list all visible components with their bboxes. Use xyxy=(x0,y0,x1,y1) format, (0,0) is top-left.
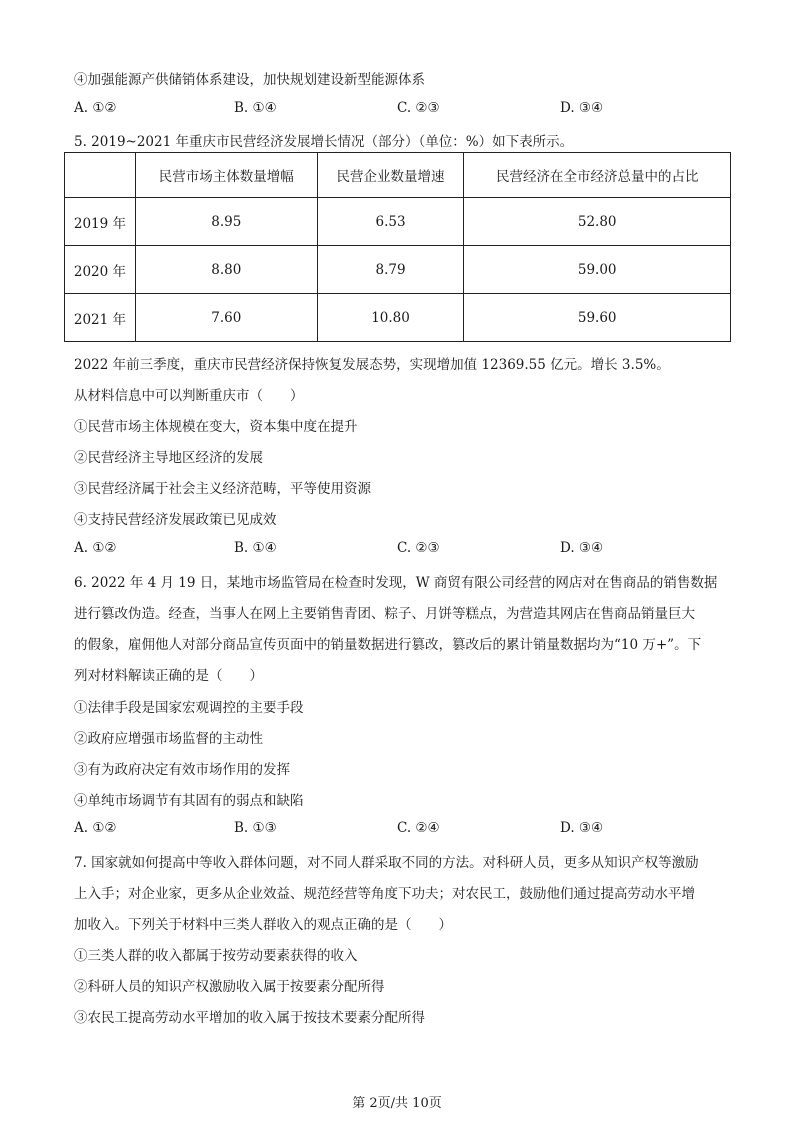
table-row xyxy=(65,246,731,294)
q7-item-1: ①三类人群的收入都属于按劳动要素获得的收入 xyxy=(74,948,358,964)
q6-item-1: ①法律手段是国家宏观调控的主要手段 xyxy=(74,700,304,716)
table-row xyxy=(65,198,731,246)
page-footer: 第 2页/共 10页 xyxy=(352,1096,442,1111)
q4-options xyxy=(74,100,734,120)
table-header-cell: 民营经济在全市经济总量中的占比 xyxy=(464,153,731,198)
table-header-row xyxy=(65,153,731,198)
table-cell: 7.60 xyxy=(135,294,317,342)
table-header-cell xyxy=(65,153,136,198)
table-cell: 52.80 xyxy=(464,198,731,246)
table-cell: 8.79 xyxy=(317,246,464,294)
q6-option-a[interactable]: A. ①② xyxy=(74,820,117,836)
q5-data-table xyxy=(64,152,731,342)
table-cell: 10.80 xyxy=(317,294,464,342)
table-header-cell: 民营市场主体数量增幅 xyxy=(135,153,317,198)
table-header-cell: 民营企业数量增速 xyxy=(317,153,464,198)
table-cell: 8.80 xyxy=(135,246,317,294)
table-row xyxy=(65,294,731,342)
q5-note: 2022 年前三季度，重庆市民营经济保持恢复发展态势，实现增加值 12369.55 亿元。增长 3.5%。 xyxy=(74,357,670,373)
q4-option-a[interactable]: A. ①② xyxy=(74,100,117,116)
q4-item-4: ④加强能源产供储销体系建设，加快规划建设新型能源体系 xyxy=(74,72,425,88)
q6-item-4: ④单纯市场调节有其固有的弱点和缺陷 xyxy=(74,793,304,809)
q5-stem: 5. 2019~2021 年重庆市民营经济发展增长情况（部分）（单位：%）如下表所示。 xyxy=(74,134,574,150)
q5-options xyxy=(74,540,734,560)
q5-item-1: ①民营市场主体规模在变大，资本集中度在提升 xyxy=(74,419,358,435)
q7-stem-line-1: 7. 国家就如何提高中等收入群体问题，对不同人群采取不同的方法。对科研人员，更多从知识产权等激励 xyxy=(74,855,699,871)
q5-item-4: ④支持民营经济发展政策已见成效 xyxy=(74,512,277,528)
q4-option-d[interactable]: D. ③④ xyxy=(560,100,604,116)
table-cell: 59.00 xyxy=(464,246,731,294)
table-cell: 6.53 xyxy=(317,198,464,246)
q7-item-3: ③农民工提高劳动水平增加的收入属于按技术要素分配所得 xyxy=(74,1010,425,1026)
table-cell: 59.60 xyxy=(464,294,731,342)
q5-item-3: ③民营经济属于社会主义经济范畴，平等使用资源 xyxy=(74,481,371,497)
q7-stem-line-3: 加收入。下列关于材料中三类人群收入的观点正确的是（ ） xyxy=(74,917,452,933)
q6-item-2: ②政府应增强市场监督的主动性 xyxy=(74,731,263,747)
q5-option-d[interactable]: D. ③④ xyxy=(560,540,604,556)
q5-question: 从材料信息中可以判断重庆市（ ） xyxy=(74,388,304,404)
q5-option-a[interactable]: A. ①② xyxy=(74,540,117,556)
table-cell: 8.95 xyxy=(135,198,317,246)
q6-stem-line-3: 的假象，雇佣他人对部分商品宣传页面中的销量数据进行篡改，篡改后的累计销量数据均为“10 万+”。下 xyxy=(74,637,702,653)
table-cell-year: 2019 年 xyxy=(65,198,136,246)
q7-item-2: ②科研人员的知识产权激励收入属于按要素分配所得 xyxy=(74,979,385,995)
q6-stem-line-1: 6. 2022 年 4 月 19 日，某地市场监管局在检查时发现，W 商贸有限公司经营的网店对在售商品的销售数据 xyxy=(74,575,718,591)
q6-stem-line-4: 列对材料解读正确的是（ ） xyxy=(74,668,263,684)
q4-option-c[interactable]: C. ②③ xyxy=(397,100,440,116)
q4-option-b[interactable]: B. ①④ xyxy=(234,100,277,116)
q5-item-2: ②民营经济主导地区经济的发展 xyxy=(74,450,263,466)
q7-stem-line-2: 上入手；对企业家，更多从企业效益、规范经营等角度下功夫；对农民工，鼓励他们通过提高劳动水平增 xyxy=(74,886,695,902)
q6-item-3: ③有为政府决定有效市场作用的发挥 xyxy=(74,762,290,778)
q6-stem-line-2: 进行篡改伪造。经查，当事人在网上主要销售青团、粽子、月饼等糕点，为营造其网店在售商品销量巨大 xyxy=(74,606,695,622)
q6-option-c[interactable]: C. ②④ xyxy=(397,820,440,836)
table-cell-year: 2021 年 xyxy=(65,294,136,342)
q6-option-b[interactable]: B. ①③ xyxy=(234,820,277,836)
table-cell-year: 2020 年 xyxy=(65,246,136,294)
q6-option-d[interactable]: D. ③④ xyxy=(560,820,604,836)
q6-options xyxy=(74,820,734,840)
q5-option-b[interactable]: B. ①④ xyxy=(234,540,277,556)
q5-option-c[interactable]: C. ②③ xyxy=(397,540,440,556)
